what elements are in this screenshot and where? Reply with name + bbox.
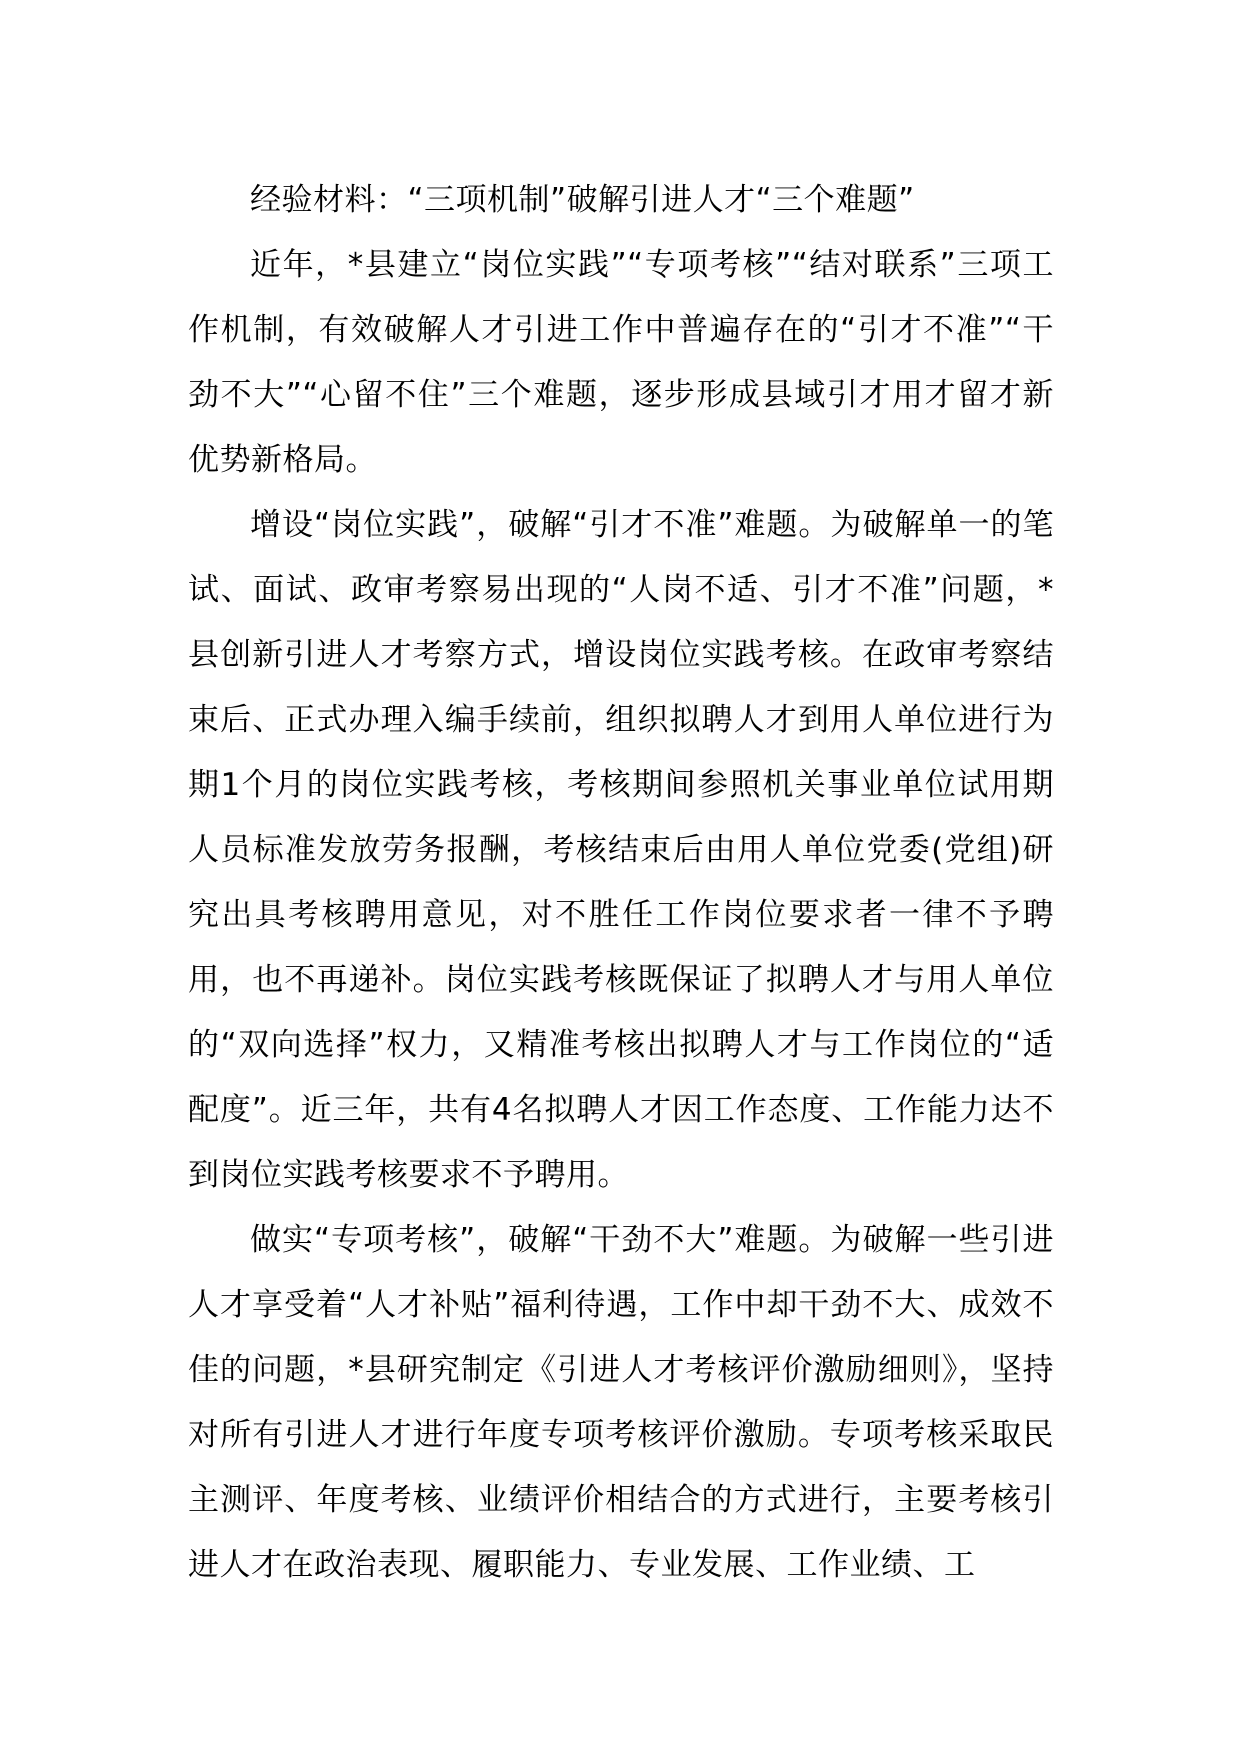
paragraph-job-practice: 增设“岗位实践”，破解“引才不准”难题。为破解单一的笔试、面试、政审考察易出现的“人岗不适、引才不准”问题，*县创新引进人才考察方式，增设岗位实践考核。在政审考察结束后、正式办理入编手续前，组织拟聘人才到用人单位进行为期1个月的岗位实践考核，考核期间参照机关事业单位试用期人员标准发放劳务报酬，考核结束后由用人单位党委(党组)研究出具考核聘用意见，对不胜任工作岗位要求者一律不予聘用，也不再递补。岗位实践考核既保证了拟聘人才与用人单位的“双向选择”权力，又精准考核出拟聘人才与工作岗位的“适配度”。近三年，共有4名拟聘人才因工作态度、工作能力达不到岗位实践考核要求不予聘用。 <box>188 507 1054 1193</box>
paragraph-special-assessment: 做实“专项考核”，破解“干劲不大”难题。为破解一些引进人才享受着“人才补贴”福利待遇，工作中却干劲不大、成效不佳的问题，*县研究制定《引进人才考核评价激励细则》，坚持对所有引进人才进行年度专项考核评价激励。专项考核采取民主测评、年度考核、业绩评价相结合的方式进行，主要考核引进人才在政治表现、履职能力、专业发展、工作业绩、工 <box>188 1222 1054 1583</box>
document-body <box>188 168 1054 1598</box>
paragraph-intro: 近年，*县建立“岗位实践”“专项考核”“结对联系”三项工作机制，有效破解人才引进工作中普遍存在的“引才不准”“干劲不大”“心留不住”三个难题，逐步形成县域引才用才留才新优势新格局。 <box>188 247 1054 478</box>
document-title: 经验材料：“三项机制”破解引进人才“三个难题” <box>250 182 915 218</box>
